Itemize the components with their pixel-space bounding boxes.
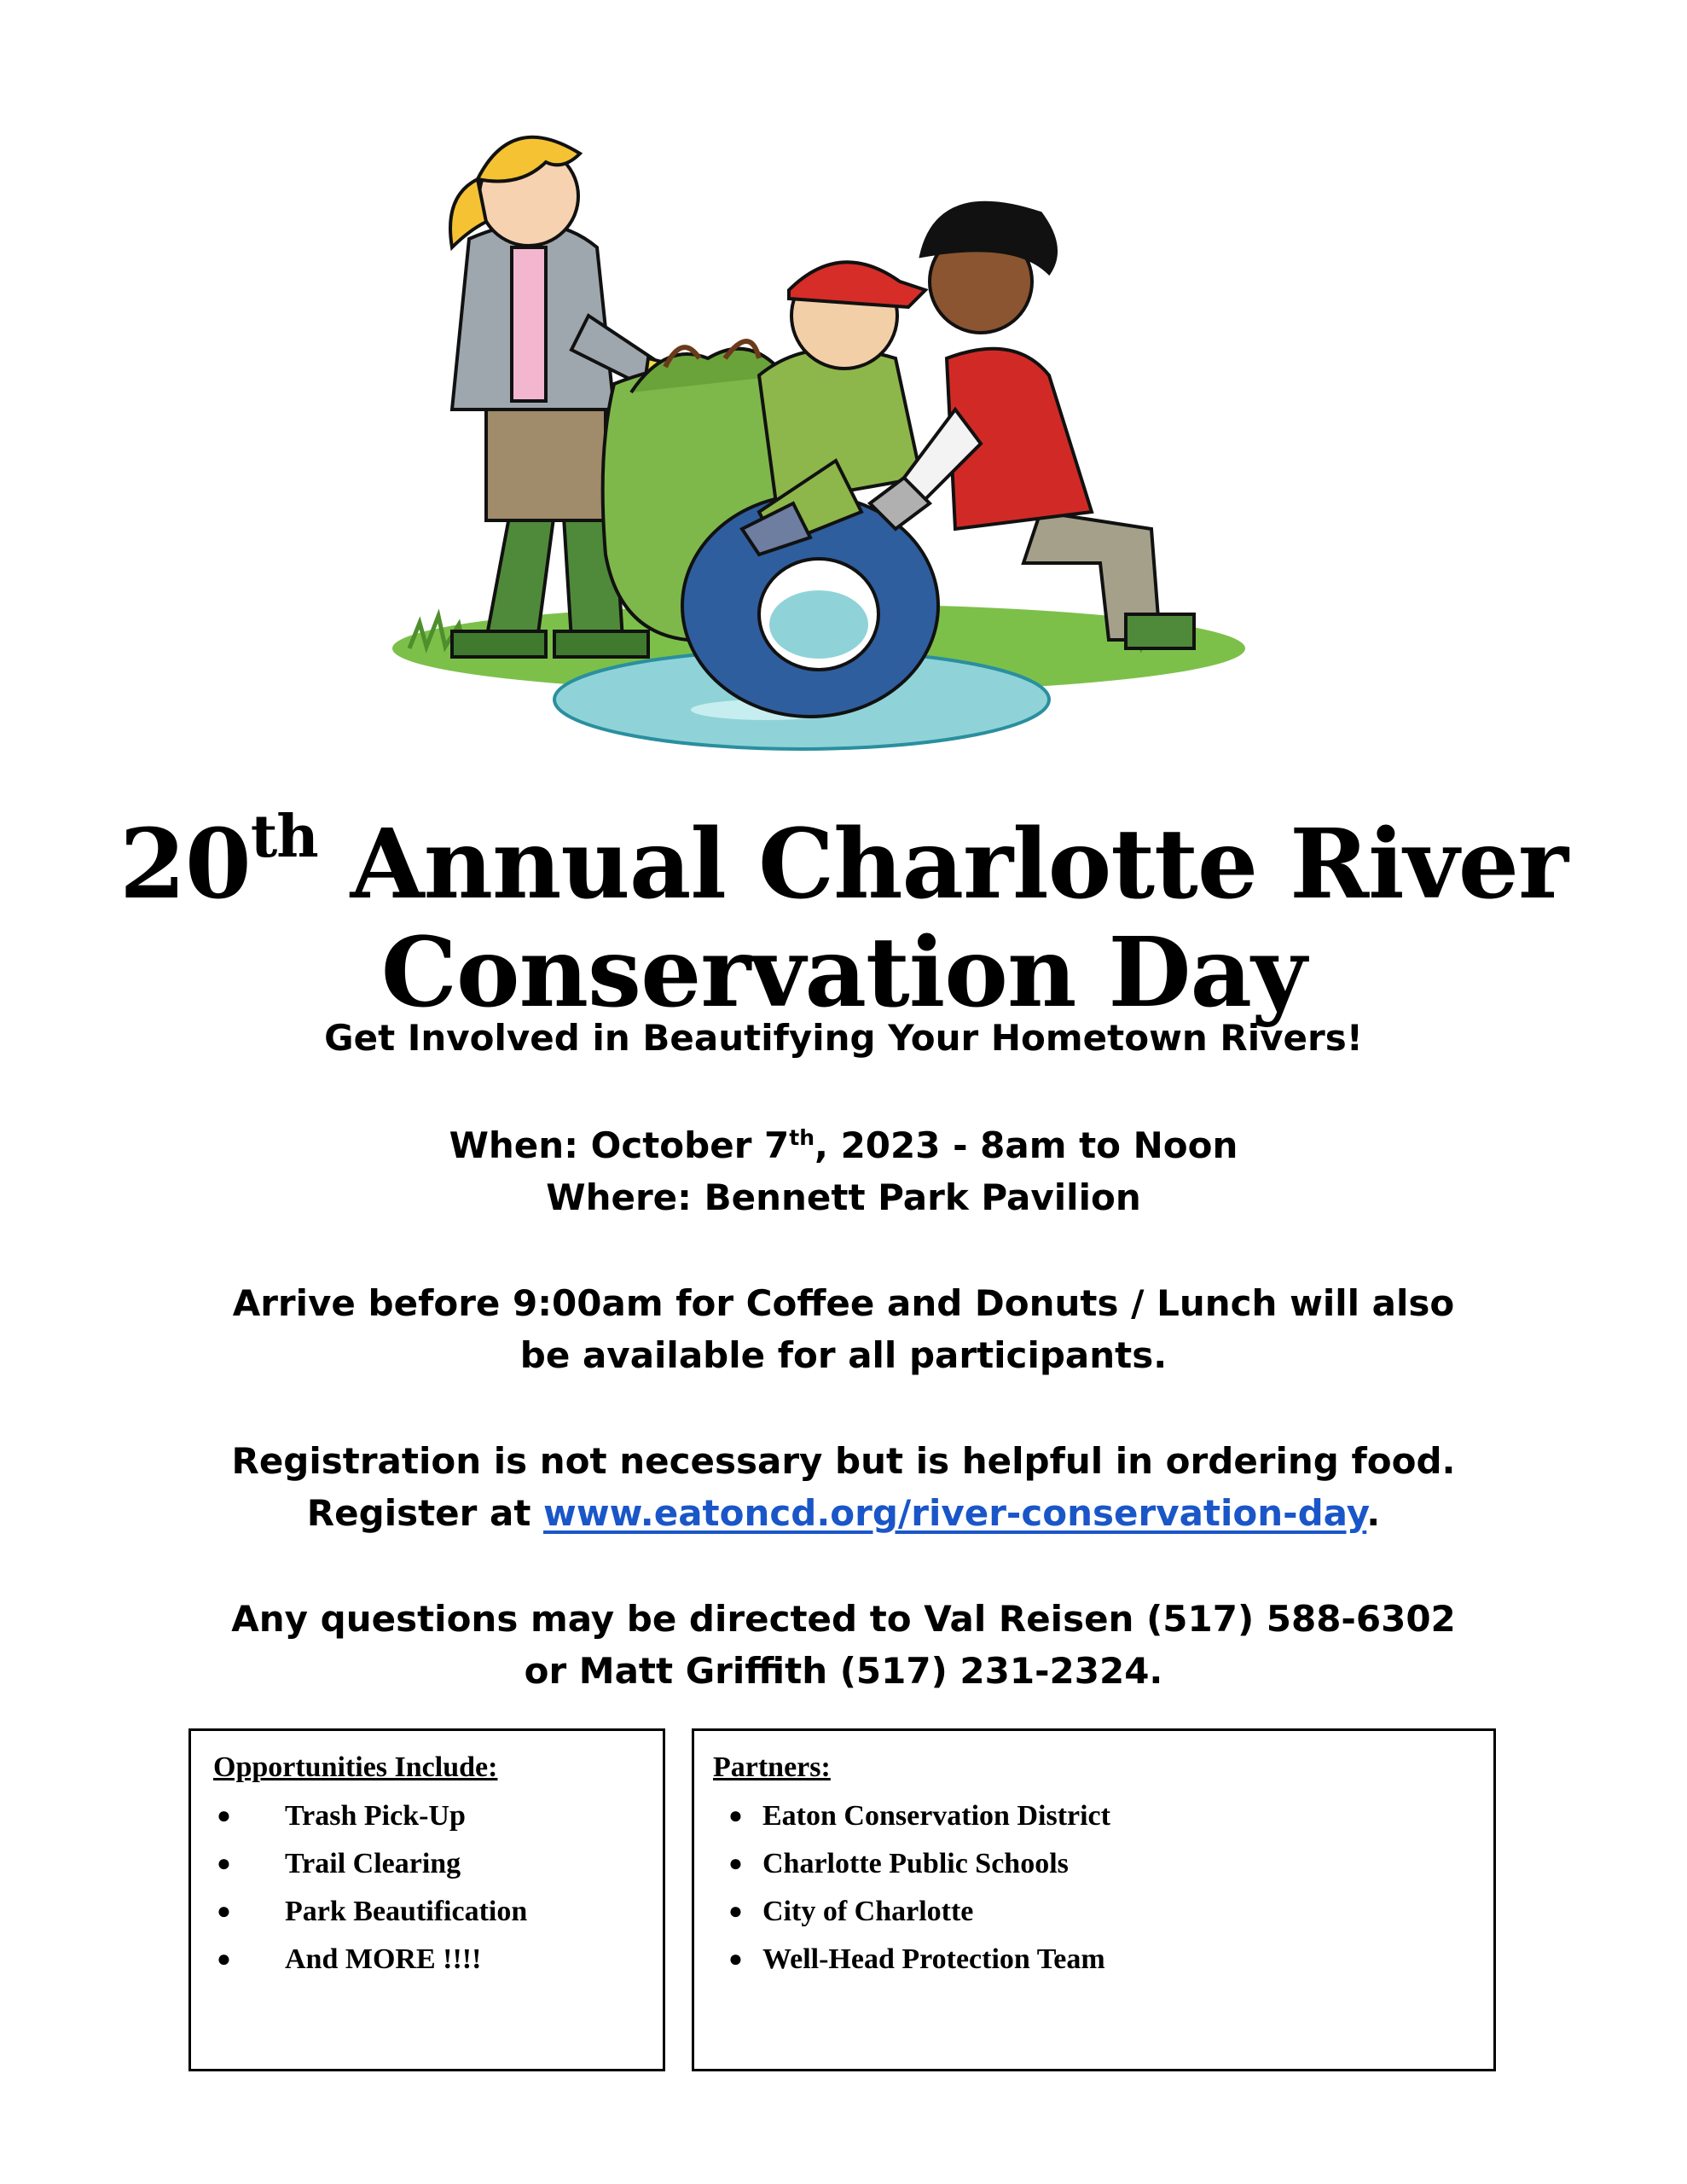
registration-line-1: Registration is not necessary but is helpful in ordering food. xyxy=(231,1440,1456,1482)
tagline: Get Involved in Beautifying Your Hometown Rivers! xyxy=(324,1017,1363,1059)
event-title-line2: Conservation Day xyxy=(380,917,1307,1029)
list-item: ● Trash Pick-Up xyxy=(217,1800,466,1832)
partners-box xyxy=(692,1728,1496,2071)
list-item: ● Park Beautification xyxy=(217,1896,528,1927)
questions-line-1: Any questions may be directed to Val Reisen (517) 588-6302 xyxy=(231,1598,1456,1640)
arrive-line-1: Arrive before 9:00am for Coffee and Donuts / Lunch will also xyxy=(232,1282,1455,1324)
list-item: ● Well-Head Protection Team xyxy=(728,1943,1105,1975)
registration-link[interactable]: www.eatoncd.org/river-conservation-day xyxy=(543,1492,1367,1534)
when-suffix: , 2023 - 8am to Noon xyxy=(815,1124,1238,1166)
register-suffix: . xyxy=(1366,1492,1381,1534)
register-prefix: Register at xyxy=(306,1492,544,1534)
title-ordinal-number: 20 xyxy=(119,809,251,921)
partners-heading: Partners: xyxy=(713,1751,831,1783)
list-item: ● Charlotte Public Schools xyxy=(728,1848,1069,1879)
when-ordinal-suffix: th xyxy=(789,1125,815,1150)
partners-list xyxy=(728,1792,1110,1984)
registration-line-2 xyxy=(0,1492,1687,1534)
questions-line-2: or Matt Griffith (517) 231-2324. xyxy=(524,1650,1163,1692)
opportunities-heading: Opportunities Include: xyxy=(213,1751,498,1783)
title-ordinal-suffix: th xyxy=(250,802,318,871)
list-item: ● Trail Clearing xyxy=(217,1848,461,1879)
volunteers-illustration xyxy=(358,102,1279,768)
event-title xyxy=(0,802,1687,921)
list-item: ● And MORE !!!! xyxy=(217,1943,482,1975)
arrive-line-2: be available for all participants. xyxy=(519,1334,1168,1376)
list-item: ● Eaton Conservation District xyxy=(728,1800,1110,1832)
list-item: ● City of Charlotte xyxy=(728,1896,974,1927)
title-line1-rest: Annual Charlotte River xyxy=(317,809,1568,921)
opportunities-box xyxy=(188,1728,665,2071)
opportunities-list xyxy=(217,1792,528,1984)
event-where: Where: Bennett Park Pavilion xyxy=(546,1176,1141,1218)
event-when xyxy=(0,1124,1687,1166)
when-prefix: When: October 7 xyxy=(449,1124,790,1166)
